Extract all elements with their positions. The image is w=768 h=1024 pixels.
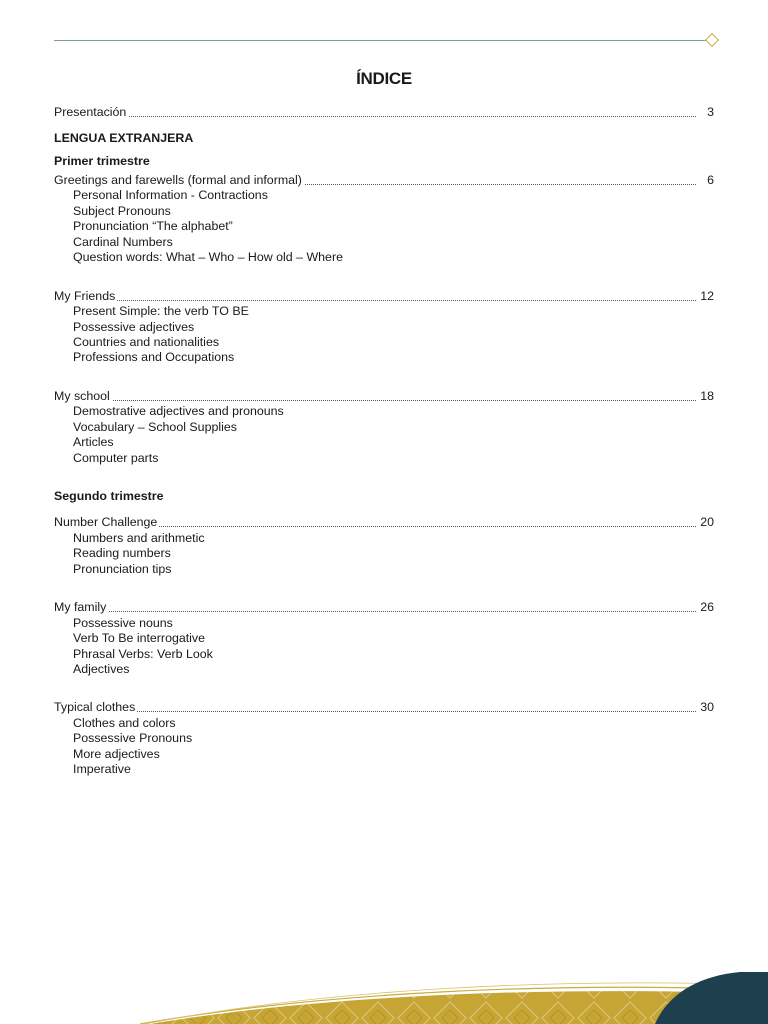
dot-leader [54, 116, 696, 117]
toc-topic: Pronunciation tips [73, 562, 172, 576]
area-heading: LENGUA EXTRANJERA [54, 131, 194, 145]
toc-topic: Computer parts [73, 451, 159, 465]
toc-entry-unit[interactable] [54, 289, 714, 304]
toc-entry-page: 20 [700, 515, 714, 529]
page-title: ÍNDICE [356, 69, 412, 88]
toc-entry-label: Number Challenge [54, 515, 158, 529]
toc-topic: Imperative [73, 762, 131, 776]
toc-topic: Present Simple: the verb TO BE [73, 304, 249, 318]
term-heading: Segundo trimestre [54, 489, 164, 503]
toc-entry-page: 30 [700, 700, 714, 714]
toc-topic: Personal Information - Contractions [73, 188, 268, 202]
dot-leader [54, 400, 696, 401]
toc-topic: Subject Pronouns [73, 204, 171, 218]
toc-entry-unit[interactable] [54, 600, 714, 615]
toc-topic: Pronunciation “The alphabet” [73, 219, 233, 233]
toc-entry-page: 18 [700, 389, 714, 403]
toc-entry-unit[interactable] [54, 700, 714, 715]
dot-leader [54, 300, 696, 301]
toc-entry-label: Typical clothes [54, 700, 136, 714]
toc-entry-page: 26 [700, 600, 714, 614]
header-rule [54, 40, 708, 41]
dot-leader [54, 711, 696, 712]
toc-entry-label: My Friends [54, 289, 116, 303]
toc-topic: Professions and Occupations [73, 350, 235, 364]
toc-topic: Demostrative adjectives and pronouns [73, 404, 284, 418]
toc-topic: Cardinal Numbers [73, 235, 173, 249]
toc-topic: Adjectives [73, 662, 130, 676]
toc-topic: Countries and nationalities [73, 335, 220, 349]
toc-entry-page: 6 [707, 173, 714, 187]
footer-decoration [0, 964, 768, 1024]
toc-entry-page: 3 [707, 105, 714, 119]
toc-entry-presentacion[interactable] [54, 105, 714, 120]
toc-entry-page: 12 [700, 289, 714, 303]
toc-topic: Verb To Be interrogative [73, 631, 206, 645]
toc-entry-unit[interactable] [54, 515, 714, 530]
toc-topic: Phrasal Verbs: Verb Look [73, 647, 213, 661]
toc-entry-label: Greetings and farewells (formal and informal) [54, 173, 302, 187]
toc-entry-label: My school [54, 389, 110, 403]
toc-topic: Articles [73, 435, 114, 449]
toc-entry-unit[interactable] [54, 173, 714, 188]
toc-entry-label: My family [54, 600, 107, 614]
toc-topic: Possessive Pronouns [73, 731, 193, 745]
diamond-ornament-icon [705, 33, 719, 47]
toc-topic: Possessive adjectives [73, 320, 195, 334]
toc-entry-unit[interactable] [54, 389, 714, 404]
toc-topic: Question words: What – Who – How old – Where [73, 250, 343, 264]
toc-topic: Vocabulary – School Supplies [73, 420, 237, 434]
term-heading: Primer trimestre [54, 154, 150, 168]
toc-entry-label: Presentación [54, 105, 127, 119]
toc-topic: More adjectives [73, 747, 160, 761]
dot-leader [54, 611, 696, 612]
toc-topic: Clothes and colors [73, 716, 176, 730]
toc-topic: Reading numbers [73, 546, 171, 560]
toc-topic: Possessive nouns [73, 616, 173, 630]
toc-topic: Numbers and arithmetic [73, 531, 205, 545]
